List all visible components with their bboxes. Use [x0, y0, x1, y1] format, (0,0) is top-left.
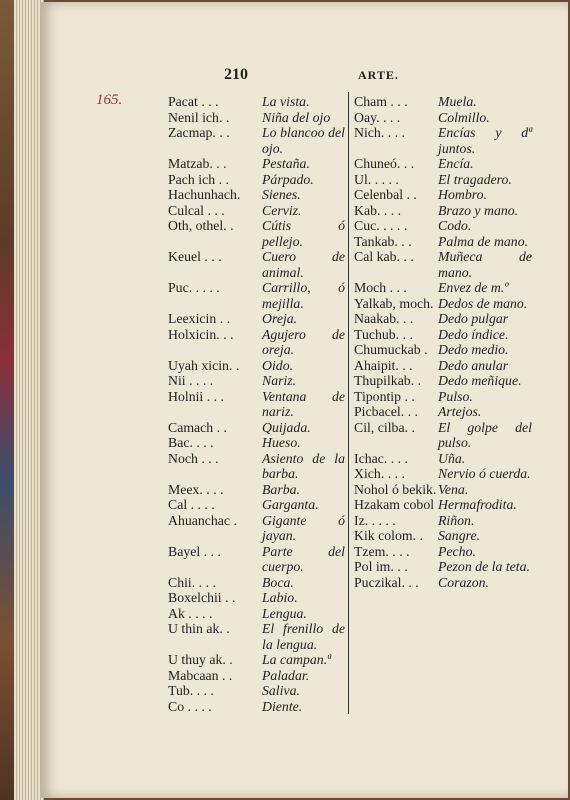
vocab-entry [354, 404, 532, 420]
entry-gloss: Hermafrodita. [438, 497, 517, 512]
page-number: 210 [224, 66, 248, 83]
entry-gloss: El frenillo de la lengua. [262, 621, 345, 652]
entry-gloss: Vena. [438, 481, 469, 497]
entry-gloss: Paladar. [262, 667, 310, 683]
entry-gloss: Quijada. [262, 419, 311, 435]
entry-term: Uyah xicin. . [168, 357, 240, 373]
entry-gloss: Lo blancoo del ojo. [262, 125, 345, 156]
entry-term: Hachunhach. [168, 187, 241, 202]
entry-term: Chuneó. . . [354, 156, 415, 171]
entry-gloss: Cútis ó pellejo. [262, 218, 345, 249]
entry-gloss: Barba. [262, 481, 300, 497]
vocab-entry [168, 482, 345, 498]
vocab-entry [354, 342, 532, 358]
entry-term: Nich. . . . [354, 125, 405, 140]
vocab-entry [168, 373, 345, 389]
entry-gloss: Palma de mano. [438, 233, 529, 249]
entry-gloss: Niña del ojo [262, 109, 331, 125]
entry-term: Holxicin. . . [168, 326, 234, 342]
entry-gloss: Carrillo, ó mejilla. [262, 280, 345, 311]
entry-term: Cil, cilba. . [354, 419, 415, 435]
entry-gloss: Dedo pulgar [438, 311, 509, 326]
vocab-entry [354, 559, 532, 575]
entry-term: Celenbal . . [354, 187, 417, 202]
entry-term: Keuel . . . [168, 249, 222, 264]
entry-gloss: Hombro. [438, 187, 487, 202]
vocab-entry [168, 311, 345, 327]
vocab-entry [354, 451, 532, 467]
entry-gloss: Garganta. [262, 497, 319, 512]
entry-term: Ul. . . . . [354, 171, 399, 187]
vocab-entry [168, 420, 345, 436]
entry-gloss: Nervio ó cuerda. [438, 466, 531, 481]
entry-term: Picbacel. . . [354, 404, 418, 419]
entry-gloss: Dedo anular [438, 357, 509, 373]
entry-term: Oay. . . . [354, 109, 401, 125]
running-head: ARTE. [358, 68, 399, 82]
entry-gloss: Labio. [262, 590, 298, 605]
vocab-entry [354, 311, 532, 327]
entry-gloss: Boca. [262, 574, 294, 590]
vocab-entry [354, 94, 532, 110]
right-vocabulary-column [354, 94, 532, 590]
vocab-entry [354, 420, 532, 451]
entry-term: Tuchub. . . [354, 326, 413, 342]
vocab-entry [168, 203, 345, 219]
vocab-entry [354, 296, 532, 312]
entry-term: Thupilkab. . [354, 373, 422, 388]
entry-gloss: Saliva. [262, 683, 300, 698]
entry-term: Yalkab, moch. [354, 295, 434, 311]
entry-gloss: Encía. [438, 156, 474, 171]
entry-gloss: Cerviz. [262, 202, 302, 218]
entry-gloss: Dedos de mano. [438, 295, 528, 311]
entry-term: Pol im. . . [354, 559, 408, 574]
entry-gloss: La campan.ª [262, 652, 331, 667]
entry-term: Chumuckab . [354, 342, 428, 357]
entry-gloss: Uña. [438, 450, 466, 466]
entry-gloss: Corazon. [438, 574, 489, 590]
vocab-entry [354, 327, 532, 343]
entry-gloss: Encías y dª juntos. [438, 125, 532, 156]
vocab-entry [354, 172, 532, 188]
entry-term: Cuc. . . . . [354, 218, 408, 233]
entry-term: Leexicin . . [168, 311, 231, 326]
vocab-entry [354, 125, 532, 156]
vocab-entry [354, 466, 532, 482]
entry-term: Ichac. . . . [354, 450, 409, 466]
entry-term: Oth, othel. . [168, 218, 234, 233]
entry-term: Noch . . . [168, 450, 219, 466]
vocab-entry [168, 513, 345, 544]
entry-term: Meex. . . . [168, 481, 224, 497]
entry-term: Holnii . . . [168, 388, 224, 404]
entry-gloss: Riñon. [438, 512, 475, 528]
vocab-entry [354, 575, 532, 591]
vocab-entry [354, 513, 532, 529]
entry-gloss: Asiento de la barba. [262, 450, 345, 481]
entry-gloss: Agujero de oreja. [262, 326, 345, 357]
vocab-entry [168, 435, 345, 451]
vocab-entry [168, 172, 345, 188]
entry-term: Naakab. . . [354, 311, 414, 326]
entry-gloss: Dedo meñique. [438, 373, 522, 388]
entry-gloss: El tragadero. [438, 171, 512, 187]
entry-term: Iz. . . . . [354, 512, 396, 528]
entry-gloss: Cuero de animal. [262, 249, 345, 280]
entry-gloss: Dedo medio. [438, 342, 509, 357]
entry-term: Boxelchii . . [168, 590, 236, 605]
entry-term: Moch . . . [354, 280, 407, 295]
vocab-entry [354, 218, 532, 234]
margin-annotation: 165. [96, 92, 123, 108]
entry-gloss: Codo. [438, 218, 472, 233]
entry-gloss: Envez de m.º [438, 280, 509, 295]
vocab-entry [168, 218, 345, 249]
entry-gloss: Pecho. [438, 543, 476, 559]
vocab-entry [168, 358, 345, 374]
entry-gloss: Ventana de nariz. [262, 388, 345, 419]
entry-term: Zacmap. . . [168, 125, 230, 140]
vocab-entry [168, 187, 345, 203]
entry-gloss: Diente. [262, 698, 303, 714]
entry-gloss: Muela. [438, 94, 477, 109]
vocab-entry [168, 668, 345, 684]
entry-term: Bac. . . . [168, 435, 214, 450]
vocab-entry [168, 683, 345, 699]
entry-term: Matzab. . . [168, 156, 227, 171]
entry-term: Chii. . . . [168, 574, 216, 590]
entry-term: Nohol ó bekik. [354, 481, 437, 497]
entry-term: Ak . . . . [168, 605, 213, 621]
entry-gloss: Artejos. [438, 404, 482, 419]
entry-term: Ahaipit. . . [354, 357, 413, 373]
vocab-entry [354, 249, 532, 280]
entry-term: Culcal . . . [168, 202, 225, 218]
entry-term: Nii . . . . [168, 373, 214, 388]
vocab-entry [168, 590, 345, 606]
left-vocabulary-column [168, 94, 345, 714]
entry-gloss: Pulso. [438, 388, 473, 404]
vocab-entry [354, 389, 532, 405]
vocab-entry [168, 389, 345, 420]
entry-term: U thin ak. . [168, 621, 230, 636]
entry-term: Nenil ich. . [168, 109, 230, 125]
vocab-entry [168, 125, 345, 156]
vocab-entry [168, 280, 345, 311]
entry-gloss: Hueso. [262, 435, 301, 450]
entry-term: Puczikal. . . [354, 574, 419, 590]
vocab-entry [354, 482, 532, 498]
entry-term: Puc. . . . . [168, 280, 220, 295]
entry-term: Cham . . . [354, 94, 408, 109]
entry-gloss: Muñeca de mano. [438, 249, 532, 280]
entry-gloss: Colmillo. [438, 109, 490, 125]
vocab-entry [354, 528, 532, 544]
entry-term: Ahuanchac . [168, 512, 237, 528]
vocab-entry [168, 699, 345, 715]
entry-term: Tub. . . . [168, 683, 214, 698]
vocab-entry [168, 327, 345, 358]
vocab-entry [354, 187, 532, 203]
entry-term: Cal kab. . . [354, 249, 414, 264]
entry-term: Tzem. . . . [354, 543, 410, 559]
entry-gloss: El golpe del pulso. [438, 419, 532, 450]
vocab-entry [168, 652, 345, 668]
vocab-entry [354, 110, 532, 126]
entry-term: Pacat . . . [168, 94, 219, 109]
entry-term: Kik colom. . [354, 528, 423, 543]
entry-gloss: Lengua. [262, 605, 307, 621]
entry-gloss: La vista. [262, 94, 310, 109]
entry-term: Cal . . . . [168, 497, 215, 512]
entry-gloss: Parte del cuerpo. [262, 543, 345, 574]
vocab-entry [168, 575, 345, 591]
entry-term: Camach . . [168, 419, 228, 435]
vocab-entry [168, 110, 345, 126]
entry-term: Hzakam cobol [354, 497, 435, 512]
entry-gloss: Pezon de la teta. [438, 559, 530, 574]
entry-term: Tankab. . . [354, 233, 412, 249]
entry-term: Tipontip . . [354, 388, 415, 404]
entry-gloss: Sangre. [438, 528, 481, 543]
column-divider [348, 92, 349, 714]
entry-term: Pach ich . . [168, 171, 229, 187]
vocab-entry [168, 156, 345, 172]
entry-gloss: Oido. [262, 357, 294, 373]
vocab-entry [168, 497, 345, 513]
vocab-entry [168, 544, 345, 575]
vocab-entry [168, 606, 345, 622]
entry-gloss: Nariz. [262, 373, 297, 388]
entry-gloss: Brazo y mano. [438, 202, 519, 218]
vocab-entry [354, 373, 532, 389]
entry-gloss: Gigante ó jayan. [262, 512, 345, 543]
vocab-entry [168, 451, 345, 482]
vocab-entry [354, 280, 532, 296]
entry-term: Kab. . . . [354, 202, 402, 218]
entry-term: U thuy ak. . [168, 652, 233, 667]
entry-gloss: Dedo índice. [438, 326, 509, 342]
vocab-entry [168, 94, 345, 110]
vocab-entry [354, 203, 532, 219]
vocab-entry [354, 156, 532, 172]
vocab-entry [168, 621, 345, 652]
entry-term: Mabcaan . . [168, 667, 233, 683]
vocab-entry [354, 497, 532, 513]
entry-gloss: Oreja. [262, 311, 298, 326]
vocab-entry [168, 249, 345, 280]
vocab-entry [354, 544, 532, 560]
entry-gloss: Párpado. [262, 171, 314, 187]
entry-term: Co . . . . [168, 698, 212, 714]
entry-term: Bayel . . . [168, 543, 221, 559]
vocab-entry [354, 234, 532, 250]
vocab-entry [354, 358, 532, 374]
entry-term: Xich. . . . [354, 466, 405, 481]
entry-gloss: Pestaña. [262, 156, 310, 171]
entry-gloss: Sienes. [262, 187, 301, 202]
